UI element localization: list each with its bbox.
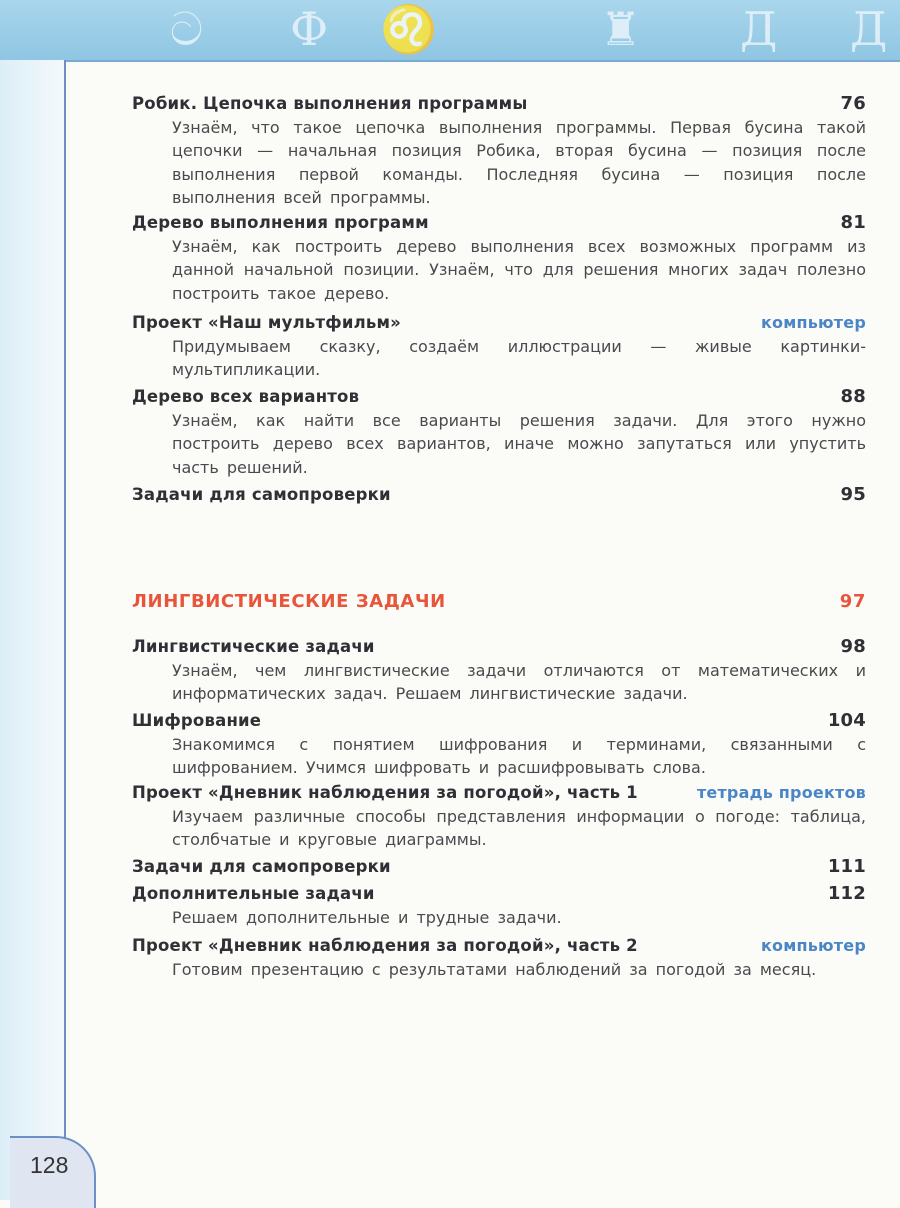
- entry-title: Дерево выполнения программ: [132, 213, 429, 232]
- entry-title: Шифрование: [132, 711, 262, 730]
- toc-entry: [132, 934, 866, 981]
- entry-header: [132, 709, 866, 733]
- page-number: 128: [30, 1152, 69, 1178]
- entry-description: Узнаём, чем лингвистические задачи отличаются от математических и информатических задач. Решаем лингвистические задачи.: [172, 661, 866, 704]
- entry-header: [132, 781, 866, 805]
- entry-description: Узнаём, как построить дерево выполнения всех возможных программ из данной начальной позиции. Узнаём, что для решения многих задач полезно построить такое дерево.: [172, 237, 866, 303]
- entry-description: Придумываем сказку, создаём иллюстрации — живые картинки-мультипликации.: [172, 337, 866, 380]
- toc-entry: [132, 855, 866, 879]
- entry-header: [132, 385, 866, 409]
- letter-decoration-icon: Д: [850, 2, 888, 56]
- toc-entry: [132, 211, 866, 305]
- entry-description: Готовим презентацию с результатами наблюдений за погодой за месяц.: [172, 960, 817, 979]
- entry-header: [132, 934, 866, 958]
- entry-title: Робик. Цепочка выполнения программы: [132, 94, 528, 113]
- toc-entry: [132, 385, 866, 479]
- entry-description: Решаем дополнительные и трудные задачи.: [172, 908, 562, 927]
- letter-decoration-icon: Ф: [290, 2, 329, 56]
- figure-decoration-icon: ♜: [600, 2, 642, 56]
- entry-page: 81: [840, 212, 866, 233]
- toc-entry: [132, 882, 866, 929]
- toc-entry: [132, 311, 866, 382]
- letter-decoration-icon: Д: [740, 2, 778, 56]
- decorative-header-band: [0, 0, 900, 62]
- entry-description: Узнаём, что такое цепочка выполнения программы. Первая бусина такой цепочки — начальная позиция Робика, вторая бусина — позиция после выполнения первой команды. Последняя бусина — позиция после выполнения всей программы.: [172, 118, 866, 207]
- entry-header: [132, 855, 866, 879]
- entry-title: Дополнительные задачи: [132, 884, 375, 903]
- entry-title: Проект «Дневник наблюдения за погодой», часть 2: [132, 936, 638, 955]
- margin-divider: [64, 60, 66, 1150]
- toc-entry: [132, 92, 866, 209]
- entry-description: Узнаём, как найти все варианты решения задачи. Для этого нужно построить дерево всех вариантов, иначе можно запутаться или упустить часть решений.: [172, 411, 866, 477]
- entry-page: 104: [827, 710, 866, 731]
- entry-header: [132, 635, 866, 659]
- entry-page: 88: [840, 386, 866, 407]
- entry-header: [132, 483, 866, 507]
- entry-page: 112: [827, 883, 866, 904]
- entry-page: 76: [840, 93, 866, 114]
- toc-entry: [132, 635, 866, 706]
- toc-entry: [132, 781, 866, 852]
- entry-page: 98: [840, 636, 866, 657]
- letter-decoration-icon: ♌: [380, 2, 438, 56]
- toc-entry: [132, 709, 866, 780]
- entry-page: 111: [827, 856, 866, 877]
- entry-title: Проект «Наш мультфильм»: [132, 313, 402, 332]
- section-title: ЛИНГВИСТИЧЕСКИЕ ЗАДАЧИ: [132, 591, 446, 612]
- entry-header: [132, 92, 866, 116]
- entry-title: Задачи для самопроверки: [132, 857, 391, 876]
- entry-tag: компьютер: [760, 313, 866, 332]
- section-page: 97: [839, 591, 866, 612]
- letter-decoration-icon: ට: [170, 2, 204, 56]
- toc-entry: [132, 483, 866, 507]
- entry-header: [132, 311, 866, 335]
- entry-page: 95: [840, 484, 866, 505]
- entry-tag: тетрадь проектов: [696, 783, 866, 802]
- entry-description: Знакомимся с понятием шифрования и терминами, связанными с шифрованием. Учимся шифровать и расшифровывать слова.: [172, 735, 866, 778]
- left-margin: [0, 60, 64, 1200]
- entry-description: Изучаем различные способы представления информации о погоде: таблица, столбчатые и круговые диаграммы.: [172, 807, 866, 850]
- entry-header: [132, 882, 866, 906]
- entry-title: Проект «Дневник наблюдения за погодой», часть 1: [132, 783, 638, 802]
- entry-title: Дерево всех вариантов: [132, 387, 360, 406]
- entry-title: Лингвистические задачи: [132, 637, 375, 656]
- section-heading: [132, 591, 866, 612]
- entry-tag: компьютер: [760, 936, 866, 955]
- entry-header: [132, 211, 866, 235]
- entry-title: Задачи для самопроверки: [132, 485, 391, 504]
